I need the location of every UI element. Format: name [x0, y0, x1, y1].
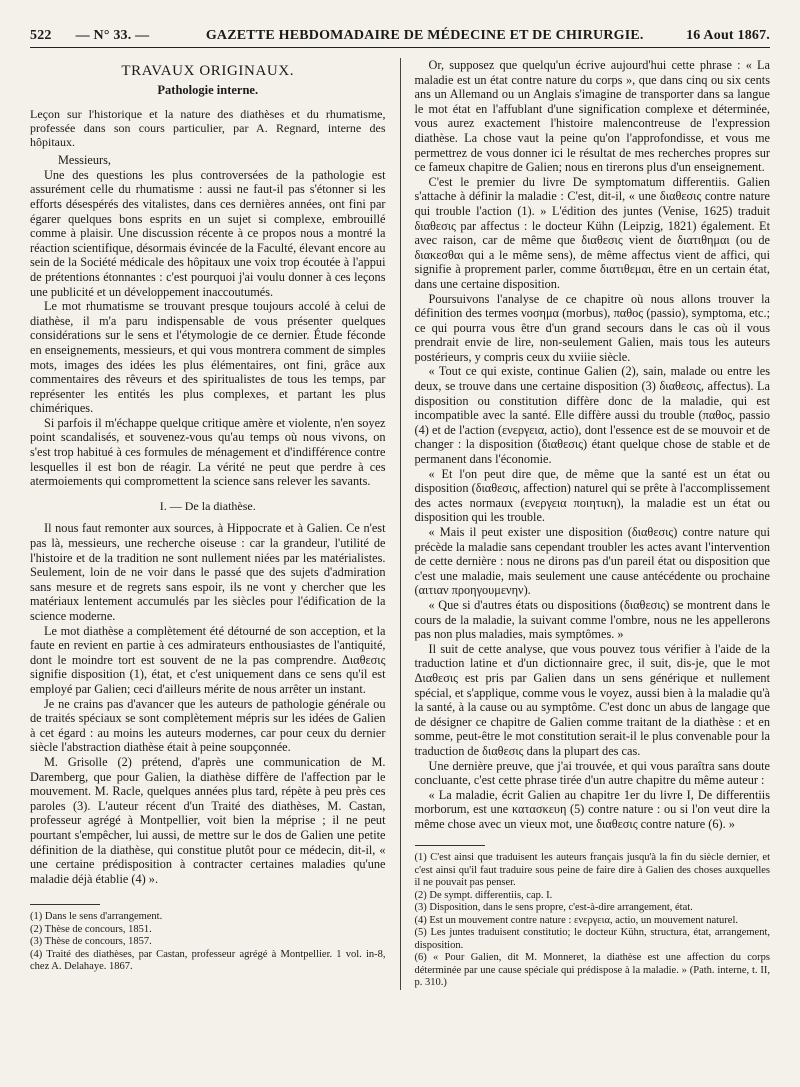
paragraph: « Mais il peut exister une disposition (διαθεσις) contre nature qui précède la maladie sans cependant troubler les actes avant l'intervention de cette dernière : nous ne dirons pas d'un pareil état ou disposition que c'est une maladie, mais seulement une cause antécédente ou prochaine (αιτιαν προηγουμενην).: [414, 525, 770, 598]
paragraph: « Tout ce qui existe, continue Galien (2), sain, malade ou entre les deux, se trouve dans une certaine disposition (3) διαθεσις, affectus). La disposition ou constitution diffère donc de la maladie, qui est incompatible avec la santé. Elle diffère aussi du trouble (παθος, passio (4) et de l'action (ενεργεια, actio), dont l'essence est de se mouvoir et de changer : la disposition (διαθεσις) étant quelque chose de stable et de permanent dans l'économie.: [414, 364, 770, 467]
right-footnotes: [415, 845, 771, 990]
footnote: (2) De sympt. differentiis, cap. I.: [414, 889, 553, 901]
subsection-title: Pathologie interne.: [157, 82, 259, 97]
footnote: (2) Thèse de concours, 1851.: [30, 923, 152, 935]
paragraph: Une dernière preuve, que j'ai trouvée, et qui vous paraîtra sans doute concluante, c'est cette phrase tirée d'un autre chapitre du même auteur :: [414, 758, 770, 788]
paragraph: M. Grisolle (2) prétend, d'après une communication de M. Daremberg, que pour Galien, la diathèse diffère de l'affection par le mouvement. M. Racle, quelques années plus tard, répète à peu près ces paroles (3). L'auteur récent d'un Traité des diathèses, M. Castan, professeur agrégé à Montpellier, voit bien la méprise ; il ne peut pourtant s'empêcher, lui aussi, de mettre sur le dos de Galien une petite définition de la diathèse, qui constitue plutôt pour ce médecin, dit-il, « une certaine prédisposition à contracter certaines maladies qu'une maladie déjà établie (4) ».: [30, 754, 386, 886]
footnote: (4) Est un mouvement contre nature : ενεργεια, actio, un mouvement naturel.: [414, 914, 739, 926]
paragraph: Il nous faut remonter aux sources, à Hippocrate et à Galien. Ce n'est pas là, messieurs, une recherche oiseuse : car la grandeur, l'utilité de l'histoire et de la tradition ne sont nullement niées par les matérialistes. Seulement, loin de ne voir dans le passé que des sujets d'admiration sans mesure et de regrets sans espoir, ils ne vont y chercher que les matériaux lentement accumulés par les siècles pour l'édification de la science moderne.: [30, 521, 386, 623]
paragraph: Poursuivons l'analyse de ce chapitre où nous allons trouver la définition des termes νοσημα (morbus), παθος (passio), symptoma, etc.; ce qui pourra vous être d'un grand secours dans le cas où il vous prendrait envie de lire, non-seulement Galien, mais tous les auteurs postérieurs, y compris ceux du xviiie siècle.: [414, 291, 770, 364]
left-column: [30, 58, 386, 990]
paragraph: Il suit de cette analyse, que vous pouvez tous vérifier à l'aide de la traduction latine et d'un dictionnaire grec, il suit, dis-je, que le mot Διαθεσις est pris par Galien dans un sens générique et nullement spécial, et s'applique, comme vous le voyez, aussi bien à la maladie qu'à la santé, à la cause ou au symptôme. C'est donc un abus de langage que de désigner ce chapitre de Galien comme traitant de la diathèse : et en somme, peut-être le mot constitution serait-il le plus convenable pour la traduction de διαθεσις dans la plupart des cas.: [414, 641, 770, 758]
lecture-heading: Leçon sur l'historique et la nature des diathèses et du rhumatisme, professée dans son cours particulier, par A. Regnard, interne des hôpitaux.: [30, 107, 386, 150]
paragraph: Or, supposez que quelqu'un écrive aujourd'hui cette phrase : « La maladie est un état contre nature du corps », que dans cinq ou six cents ans un Allemand ou un Anglais s'imagine de transporter dans sa langue le mot état en l'affublant d'une signification complexe et déterminée, vous aurez exactement l'histoire malencontreuse de l'expression diathèse. La chose vaut la peine qu'on l'approfondisse, et vous me permettrez de vous donner ici le résultat de mes recherches propres sur ce fameux chapitre de Galien; nous en tirerons plus d'un enseignement.: [414, 58, 770, 175]
footnote-rule: [30, 904, 100, 905]
paragraph: Je ne crains pas d'avancer que les auteurs de pathologie générale ou de traités spéciaux se sont complètement mépris sur les idées de Galien à cet égard : au moins les auteurs modernes, car pour ceux du dernier siècle l'abstraction diathèse était à peine soupçonnée.: [30, 696, 386, 755]
column-divider: [400, 58, 401, 990]
footnote: (6) « Pour Galien, dit M. Monneret, la diathèse est une affection du corps déterminée par une cause spéciale qui prédispose à la maladie. » (Path. interne, t. II, p. 310.): [414, 952, 770, 989]
paragraph: « Et l'on peut dire que, de même que la santé est un état ou disposition (διαθεσις, affection) naturel qui se prête à l'accomplissement des actes normaux (ενεργεια ποιητικη), la maladie est un état ou disposition qui les trouble.: [414, 466, 770, 525]
page-header: [30, 28, 770, 48]
article-columns: [30, 58, 770, 990]
chapter-heading: I. — De la diathèse.: [159, 498, 256, 513]
footnote: (5) Les juntes traduisent constitutio; le docteur Kühn, structura, état, arrangement, disposition.: [414, 927, 770, 951]
footnote-rule: [415, 845, 485, 846]
salutation: Messieurs,: [58, 153, 111, 168]
page-number: 522: [30, 28, 52, 43]
footnote: (1) Dans le sens d'arrangement.: [30, 911, 163, 923]
paragraph: Si parfois il m'échappe quelque critique amère et violente, n'en soyez point scandalisés, et souvenez-vous qu'au temps où nous vivons, on s'est trop habitué à ces formules de ménagement et d'indifférence contre lesquelles il est bon de réagir. La vérité ne peut que perdre à ces atermoiements qui compromettent la science sans relever les savants.: [30, 415, 386, 489]
footnote: (1) C'est ainsi que traduisent les auteurs français jusqu'à la fin du siècle dernier, et c'est ainsi qu'il faut traduire sous peine de faire dire à Galien des choses auxquelles il ne pouvait pas penser.: [414, 852, 770, 889]
paragraph: C'est le premier du livre De symptomatum differentiis. Galien s'attache à définir la maladie : C'est, dit-il, « une διαθεσις contre nature qui trouble l'action (1). » L'édition des juntes (Venise, 1625) traduit διαθεσις par affectus : le docteur Kühn (Leipzig, 1821) également. Et avec raison, car de même que διαθεσις vient de διατιθημαι (ou de διακεσθαι qui a le même sens), de même affectus vient de affici, qui signifie à proprement parler, comme διατιθεμαι, être en un certain état, dans une certaine disposition.: [414, 174, 770, 291]
paragraph: Le mot diathèse a complètement été détourné de son acception, et la faute en revient en partie à ces admirateurs enthousiastes de l'antiquité, dont le moindre tort est souvent de ne la pas comprendre. Διαθεσις signifie disposition (1), état, et c'est uniquement dans ce sens qu'il est employé par Galien; ceci d'ailleurs mérite de nous arrêter un instant.: [30, 623, 386, 696]
paragraph: « Que si d'autres états ou dispositions (διαθεσις) se montrent dans le cours de la maladie, la suivant comme l'ombre, nous ne les appellerons pas non plus maladies, mais symptômes. »: [414, 597, 770, 642]
paragraph: Le mot rhumatisme se trouvant presque toujours accolé à celui de diathèse, il m'a paru indispensable de vous présenter quelques considérations sur le sens et l'étymologie de ce dernier. Étude féconde en enseignements, messieurs, et qui vous montrera comment de simples mots, images des idées les plus élémentaires, ont fini, grâce aux commentaires des rêveurs et des spiritualistes de tous les temps, par représenter les entités les plus complexes, et partant les plus chimériques.: [30, 299, 386, 416]
section-title: TRAVAUX ORIGINAUX.: [121, 63, 295, 79]
issue-date: 16 Aout 1867.: [686, 28, 770, 43]
issue-number: — N° 33. —: [75, 28, 150, 43]
paragraph: « La maladie, écrit Galien au chapitre 1er du livre I, De differentiis morborum, est une κατασκευη (5) contre nature : ou si l'on veut dire la même chose avec un vieux mot, une διαθεσις contre nature (6). »: [414, 787, 770, 831]
footnote: (4) Traité des diathèses, par Castan, professeur agrégé à Montpellier. 1 vol. in-8, chez A. Delahaye. 1867.: [30, 948, 386, 973]
journal-title: GAZETTE HEBDOMADAIRE DE MÉDECINE ET DE CHIRURGIE.: [205, 28, 644, 43]
footnote: (3) Thèse de concours, 1857.: [30, 936, 152, 948]
right-column: [415, 58, 771, 990]
footnote: (3) Disposition, dans le sens propre, c'est-à-dire arrangement, état.: [414, 902, 693, 914]
left-footnotes: [30, 904, 386, 974]
paragraph: Une des questions les plus controversées de la pathologie est assurément celle du rhumatisme : aussi ne faut-il pas s'étonner si les efforts désespérés des vitalistes, dans ces dernières années, ont fini par égarer quelques bons esprits en un sujet si complexe, embrouillé comme à plaisir. Une discussion récente à ce propos nous a montré la réaction scientifique, désormais évincée de la Faculté, élevant encore au sein de la Société médicale des hôpitaux une voix trop écoutée à l'appui de prétentions étonnantes : c'est pourquoi j'ai voulu donner à ces leçons une publicité et un développement inaccoutumés.: [30, 167, 386, 299]
